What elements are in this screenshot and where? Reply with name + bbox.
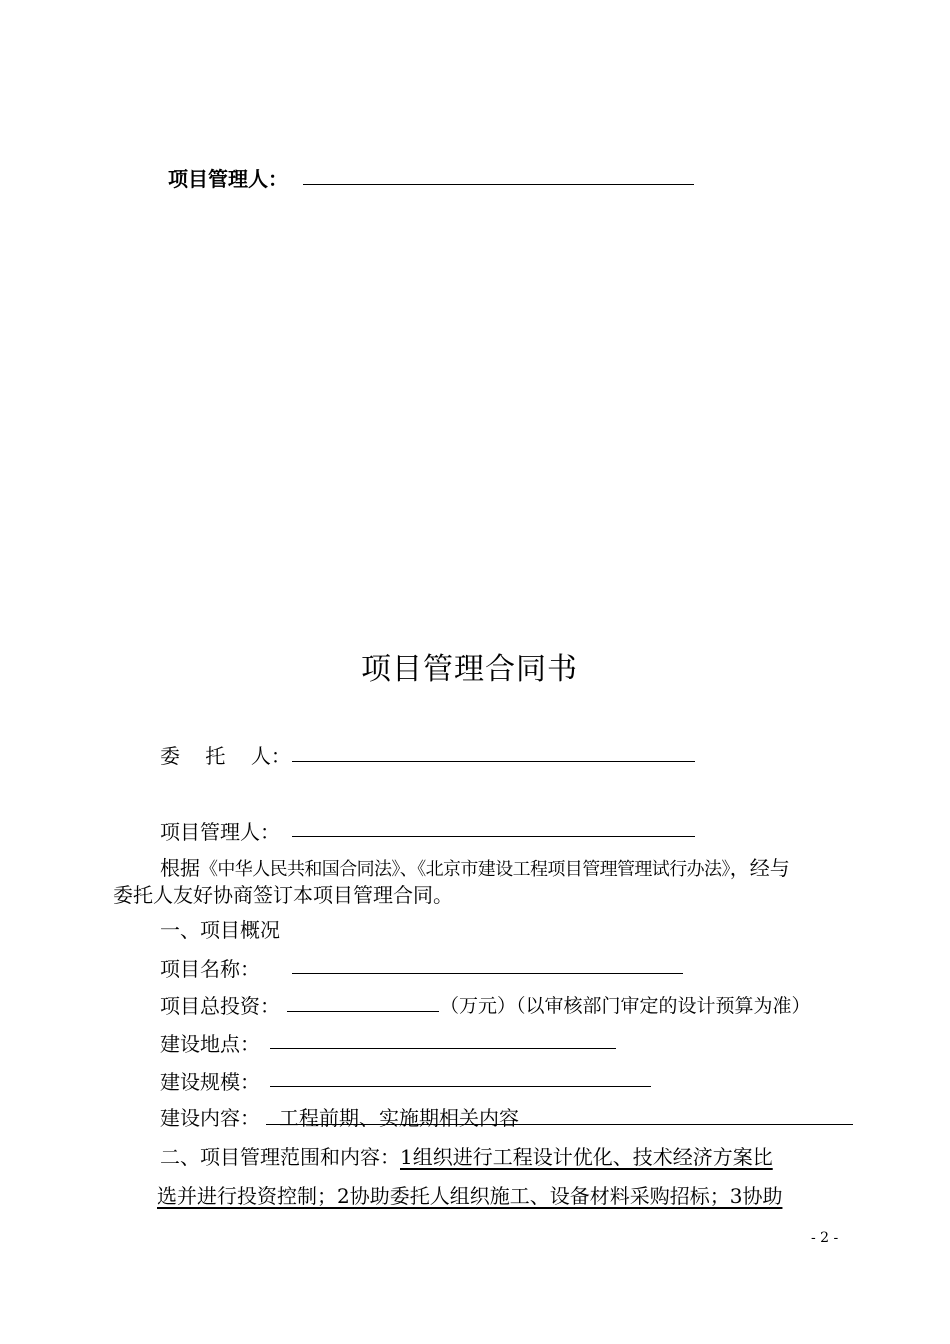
intro-line-2: 委托人友好协商签订本项目管理合同。	[113, 883, 453, 907]
content-value: 工程前期、实施期相关内容	[279, 1106, 519, 1130]
content-field[interactable]	[266, 1124, 853, 1125]
manager-label: 项目管理人：	[160, 820, 280, 844]
header-manager-label: 项目管理人：	[168, 167, 288, 191]
project-name-label: 项目名称：	[160, 957, 260, 981]
intro-start: 根据	[160, 856, 200, 880]
scale-label: 建设规模：	[160, 1070, 260, 1094]
total-investment-note: （万元）（以审核部门审定的设计预算为准）	[440, 995, 811, 1017]
site-field[interactable]	[270, 1048, 616, 1049]
site-label: 建设地点：	[160, 1032, 260, 1056]
document-title: 项目管理合同书	[361, 652, 578, 687]
section2-text-1: 1组织进行工程设计优化、技术经济方案比	[400, 1145, 773, 1169]
client-field[interactable]	[292, 761, 695, 762]
intro-law-refs: 《中华人民共和国合同法》、《北京市建设工程项目管理管理试行办法》	[200, 859, 730, 880]
total-investment-label: 项目总投资：	[160, 994, 280, 1018]
intro-end: ，经与	[729, 856, 790, 880]
section1-heading: 一、项目概况	[160, 918, 280, 942]
intro-line-1	[160, 852, 790, 881]
project-name-field[interactable]	[292, 973, 683, 974]
section2-heading: 二、项目管理范围和内容：	[160, 1145, 400, 1169]
total-investment-field[interactable]	[287, 1011, 439, 1012]
section2-line-1	[160, 1141, 773, 1170]
content-label: 建设内容：	[160, 1106, 260, 1130]
header-manager-field[interactable]	[303, 184, 694, 185]
section2-text-2: 选并进行投资控制；2协助委托人组织施工、设备材料采购招标；3协助	[157, 1184, 783, 1208]
manager-field[interactable]	[292, 836, 695, 837]
scale-field[interactable]	[270, 1086, 651, 1087]
page-number: - 2 -	[811, 1230, 839, 1246]
client-label: 委 托 人：	[160, 744, 291, 768]
